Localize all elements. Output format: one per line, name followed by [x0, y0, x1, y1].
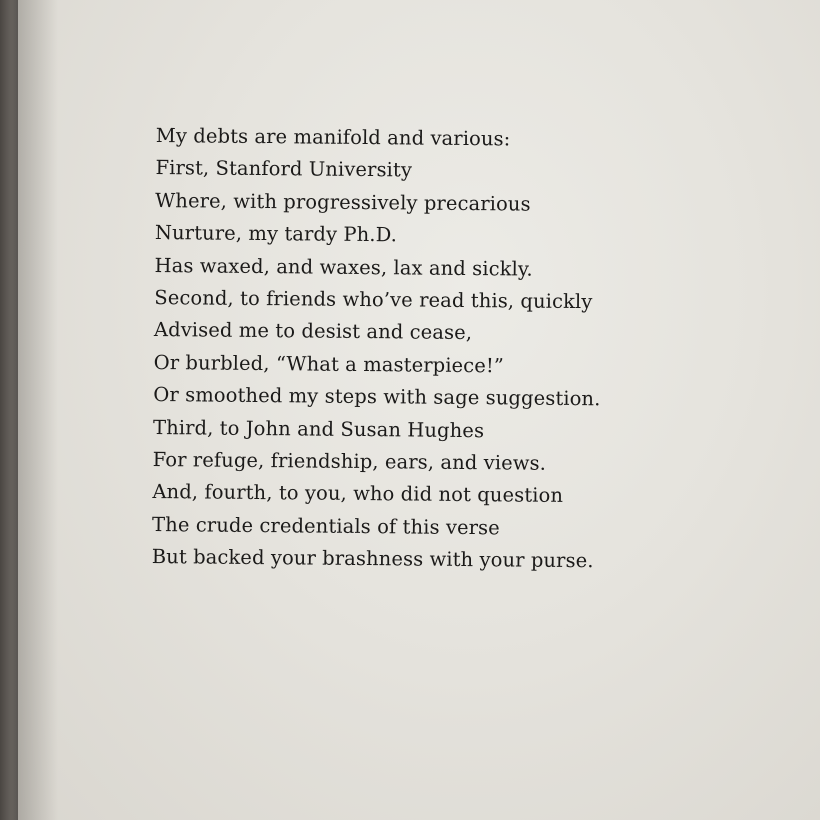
poem-line: Or smoothed my steps with sage suggestion. [153, 383, 601, 411]
acknowledgment-poem [152, 120, 676, 578]
poem-line: Second, to friends who’ve read this, quickly [154, 285, 593, 314]
poem-line: Where, with progressively precarious [155, 188, 531, 216]
poem-line: First, Stanford University [155, 156, 413, 182]
poem-line: My debts are manifold and various: [155, 123, 511, 151]
book-page [18, 0, 820, 820]
poem-line: And, fourth, to you, who did not question [152, 480, 564, 508]
poem-line: Nurture, my tardy Ph.D. [154, 221, 398, 247]
poem-line: Advised me to desist and cease, [153, 318, 473, 345]
poem-line: But backed your brashness with your purse. [151, 545, 594, 573]
poem-line: Third, to John and Susan Hughes [152, 415, 485, 442]
poem-line: The crude credentials of this verse [152, 512, 500, 540]
poem-line: For refuge, friendship, ears, and views. [152, 447, 547, 475]
poem-line: Or burbled, “What a masterpiece!” [153, 350, 505, 378]
poem-line: Has waxed, and waxes, lax and sickly. [154, 253, 533, 281]
